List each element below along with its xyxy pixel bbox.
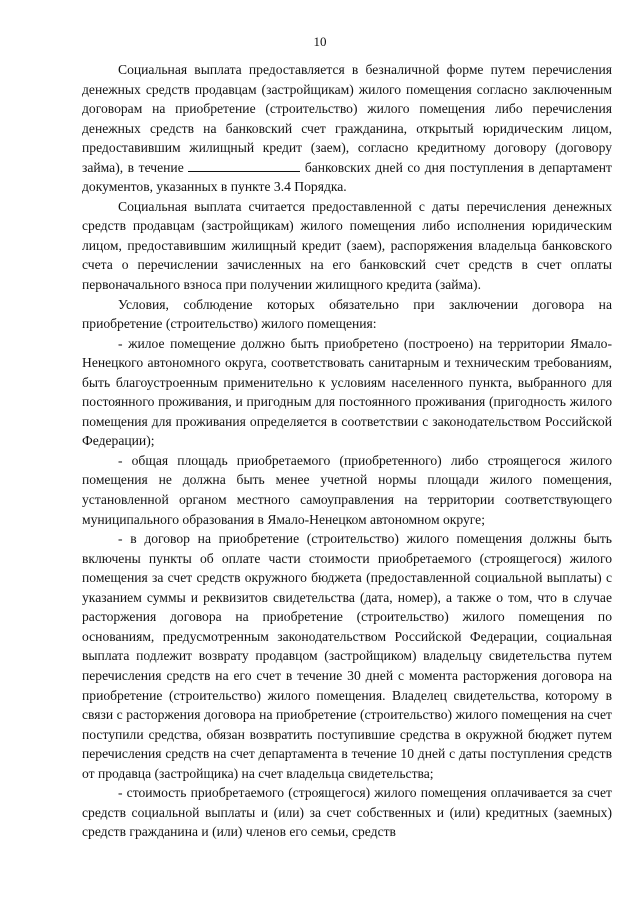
paragraph-payment-form-text: Социальная выплата предоставляется в безналичной форме путем перечисления денежных средств продавцам (застройщикам) жилого помещения согласно заключенным договорам на приобретение (строительство) жилого помещения либо перечисления денежных средств на банковский счет гражданина, открытый юридическим лицом, предоставившим жилищный кредит (заем), согласно кредитному договору (договору займа), в течение — [82, 62, 612, 175]
list-item-location-condition: - жилое помещение должно быть приобретено (построено) на территории Ямало-Ненецкого автономного округа, соответствовать санитарным и техническим требованиям, быть благоустроенным применительно к условиям населенного пункта, выбранного для постоянного проживания, и пригодным для постоянного проживания (пригодность жилого помещения для проживания определяется в соответствии с законодательством Российской Федерации); — [82, 335, 612, 449]
paragraph-payment-form-tail: банковских дней со дня поступления в департамент документов, указанных в пункте 3.4 Порядка. — [82, 159, 612, 195]
paragraph-conditions-intro: Условия, соблюдение которых обязательно при заключении договора на приобретение (строительство) жилого помещения: — [82, 296, 612, 332]
blank-days-field — [188, 159, 300, 172]
list-item-area-condition: - общая площадь приобретаемого (приобретенного) либо строящегося жилого помещения не должна быть менее учетной нормы площади жилого помещения, установленной органом местного самоуправления на территории соответствующего муниципального образования в Ямало-Ненецком автономном округе; — [82, 452, 612, 527]
paragraph-payment-date: Социальная выплата считается предоставленной с даты перечисления денежных средств продавцам (застройщикам) жилого помещения либо исполнения юридическим лицом, предоставившим жилищный кредит (заем), распоряжения владельца банковского счета о перечислении зачисленных на его банковский счет средств в счет оплаты первоначального взноса при получении жилищного кредита (займа). — [82, 198, 612, 293]
list-item-contract-clauses: - в договор на приобретение (строительство) жилого помещения должны быть включены пункты об оплате части стоимости приобретаемого (строящегося) жилого помещения за счет средств окружного бюджета (предоставленной социальной выплаты) с указанием суммы и реквизитов свидетельства (дата, номер), а также о том, что в случае расторжения договора на приобретение (строительство) жилого помещения по основаниям, предусмотренным законодательством Российской Федерации, социальная выплата подлежит возврату продавцом (застройщиком) владельцу свидетельства путем перечисления средств на его счет в течение 30 дней с момента расторжения договора на приобретение (строительство) жилого помещения. Владелец свидетельства, которому в связи с расторжения договора на приобретение (строительство) жилого помещения на счет поступили средства, обязан возвратить поступившие средства в окружной бюджет путем перечисления средств на счет департамента в течение 10 дней с даты поступления средств от продавца (застройщика) на счет владельца свидетельства; — [82, 531, 612, 781]
paragraph-payment-form — [82, 60, 612, 197]
list-item-cost-payment: - стоимость приобретаемого (строящегося) жилого помещения оплачивается за счет средств социальной выплаты и (или) за счет собственных и (или) кредитных (заемных) средств гражданина и (или) членов его семьи, средств — [82, 785, 612, 840]
page-body — [82, 60, 612, 842]
page-number: 10 — [313, 34, 327, 49]
